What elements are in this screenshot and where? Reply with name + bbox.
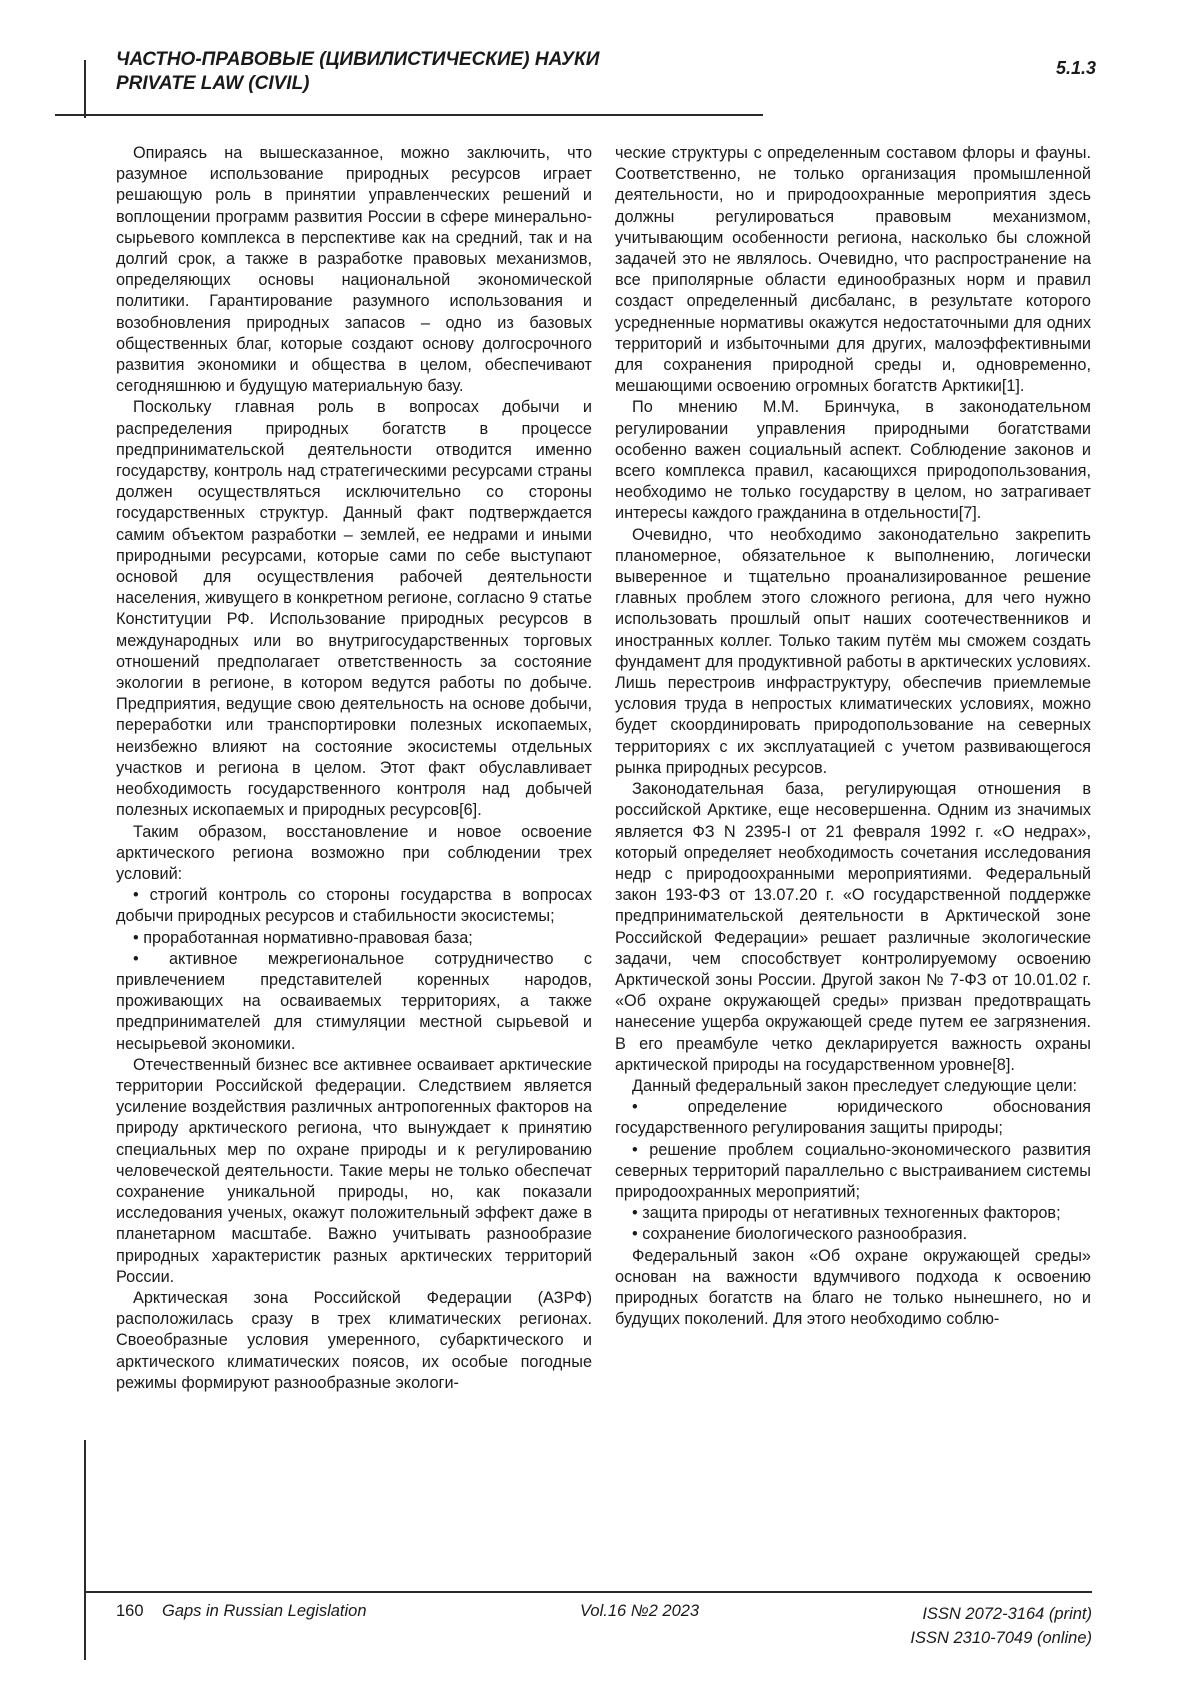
paragraph: Отечественный бизнес все активнее осваивает арктические территории Российской федерации. Следствием является усиление воздействия различных антропогенных факторов на природу арктического региона, что вынуждает к принятию специальных мер по охране природы и к регулированию человеческой деятельности. Такие меры не только обеспечат сохранение уникальной природы, но, как показали исследования ученых, окажут положительный эффект даже в планетарном масштабе. Важно учитывать разнообразие природных характеристик разных арктических территорий России. [116, 1055, 592, 1286]
issn-online: ISSN 2310-7049 (online) [910, 1629, 1092, 1647]
paragraph: Опираясь на вышесказанное, можно заключить, что разумное использование природных ресурсов играет решающую роль в принятии управленческих решений и воплощении программ развития России в сфере минерально-сырьевого комплекса в перспективе как на средний, так и на долгий срок, а также в разработке правовых механизмов, определяющих основы национальной экономической политики. Гарантирование разумного использования и возобновления природных запасов – одно из базовых общественных благ, которые создают основу долгосрочного развития экономики и общества в целом, обеспечивают сегодняшнюю и будущую материальную базу. [116, 144, 592, 396]
paragraph-continued: ческие структуры с определенным составом флоры и фауны. Соответственно, не только организация промышленной деятельности, но и природоохранные мероприятия здесь должны регулироваться правовым механизмом, учитывающим особенности региона, насколько бы сложной задачей это не являлось. Очевидно, что распространение на все приполярные области единообразных норм и правил создаст определенный дисбаланс, в результате которого усредненные нормативы окажутся недостаточными для одних территорий и избыточными для других, малоэффективными для сохранения природной среды и, одновременно, мешающими освоению огромных богатств Арктики[1]. [615, 144, 1091, 396]
journal-name: Gaps in Russian Legislation [162, 1602, 367, 1620]
list-item: • защита природы от негативных техногенных факторов; [632, 1204, 1061, 1223]
paragraph: Законодательная база, регулирующая отношения в российской Арктике, еще несовершенна. Одним из значимых является ФЗ N 2395-I от 21 февраля 1992 г. «О недрах», который определяет необходимость сочетания исследования недр с природоохранными мероприятиями. Федеральный закон 193-ФЗ от 13.07.20 г. «О государственной поддержке предпринимательской деятельности в Арктической зоне Российской Федерации» решает различные экологические задачи, чем способствует контролируемому освоению Арктической зоны России. Другой закон № 7-ФЗ от 10.01.02 г. «Об охране окружающей среды» призван предотвращать нанесение ущерба окружающей среде путем ее загрязнения. В его преамбуле четко декларируется важность охраны арктической природы на государственном уровне[8]. [615, 780, 1091, 1074]
left-column [116, 143, 592, 1394]
header-title-ru: ЧАСТНО-ПРАВОВЫЕ (ЦИВИЛИСТИЧЕСКИЕ) НАУКИ [116, 49, 600, 70]
right-column [615, 143, 1091, 1330]
list-item: • строгий контроль со стороны государства в вопросах добычи природных ресурсов и стабильности экосистемы; [116, 886, 592, 926]
section-code: 5.1.3 [1055, 58, 1096, 78]
paragraph: Данный федеральный закон преследует следующие цели: [632, 1076, 1078, 1095]
paragraph: Таким образом, восстановление и новое освоение арктического региона возможно при соблюдении трех условий: [116, 822, 592, 883]
header-vertical-rule [84, 60, 86, 118]
list-item: • определение юридического обоснования государственного регулирования защиты природы; [615, 1098, 1091, 1138]
header-title-en: PRIVATE LAW (CIVIL) [116, 73, 310, 94]
page-number: 160 [116, 1602, 144, 1620]
paragraph: Арктическая зона Российской Федерации (АЗРФ) расположилась сразу в трех климатических регионах. Своеобразные условия умеренного, субарктического и арктического климатических поясов, их особые погодные режимы формируют разнообразные экологи- [116, 1288, 592, 1392]
list-item: • активное межрегиональное сотрудничество с привлечением представителей коренных народов, проживающих на осваиваемых территориях, а также предпринимателей для стимуляции местной сырьевой и несырьевой экономики. [116, 949, 592, 1053]
running-header [116, 48, 816, 96]
paragraph: По мнению М.М. Бринчука, в законодательном регулировании управления природными богатствами особенно важен социальный аспект. Соблюдение законов и всего комплекса правил, касающихся природопользования, необходимо не только государству в целом, но затрагивает интересы каждого гражданина в отдельности[7]. [615, 398, 1091, 523]
footer-horizontal-rule [84, 1591, 1092, 1593]
paragraph: Поскольку главная роль в вопросах добычи и распределения природных богатств в процессе предпринимательской деятельности отводится именно государству, контроль над стратегическими ресурсами страны должен осуществляться исключительно со стороны государственных структур. Данный факт подтверждается самим объектом разработки – землей, ее недрами и иными природными ресурсами, которые сами по себе выступают основой для осуществления рабочей деятельности населения, живущего в конкретном регионе, согласно 9 статье Конституции РФ. Использование природных ресурсов в международных или во внутригосударственных торговых отношений предполагает ответственность за состояние экологии в регионе, в котором ведутся работы по добыче. Предприятия, ведущие свою деятельность на основе добычи, переработки или транспортировки полезных ископаемых, неизбежно влияют на состояние экосистемы отдельных участков и региона в целом. Этот факт обуславливает необходимость государственного контроля над добычей полезных ископаемых и природных ресурсов[6]. [116, 398, 592, 820]
issn-print: ISSN 2072-3164 (print) [922, 1605, 1092, 1623]
volume-issue: Vol.16 №2 2023 [580, 1602, 700, 1620]
issn-block [910, 1602, 1092, 1650]
header-horizontal-rule [55, 114, 763, 116]
list-item: • решение проблем социально-экономического развития северных территорий параллельно с выстраиванием системы природоохранных мероприятий; [615, 1140, 1091, 1201]
list-item: • проработанная нормативно-правовая база; [133, 928, 473, 947]
list-item: • сохранение биологического разнообразия. [632, 1225, 968, 1244]
paragraph: Очевидно, что необходимо законодательно закрепить планомерное, обязательное к выполнению, логически выверенное и тщательно проанализированное решение главных проблем этого сложного региона, для чего нужно использовать прошлый опыт наших соотечественников и иностранных коллег. Только таким путём мы сможем создать фундамент для продуктивной работы в арктических условиях. Лишь перестроив инфраструктуру, обеспечив приемлемые условия труда в непростых климатических условиях, можно будет скоординировать природопользование на северных территориях с их эксплуатацией с учетом развивающегося рынка природных ресурсов. [615, 525, 1091, 777]
footer-vertical-rule [84, 1440, 86, 1660]
paragraph: Федеральный закон «Об охране окружающей среды» основан на важности вдумчивого подхода к освоению природных богатств на благо не только нынешнего, но и будущих поколений. Для этого необходимо соблю- [615, 1246, 1091, 1329]
